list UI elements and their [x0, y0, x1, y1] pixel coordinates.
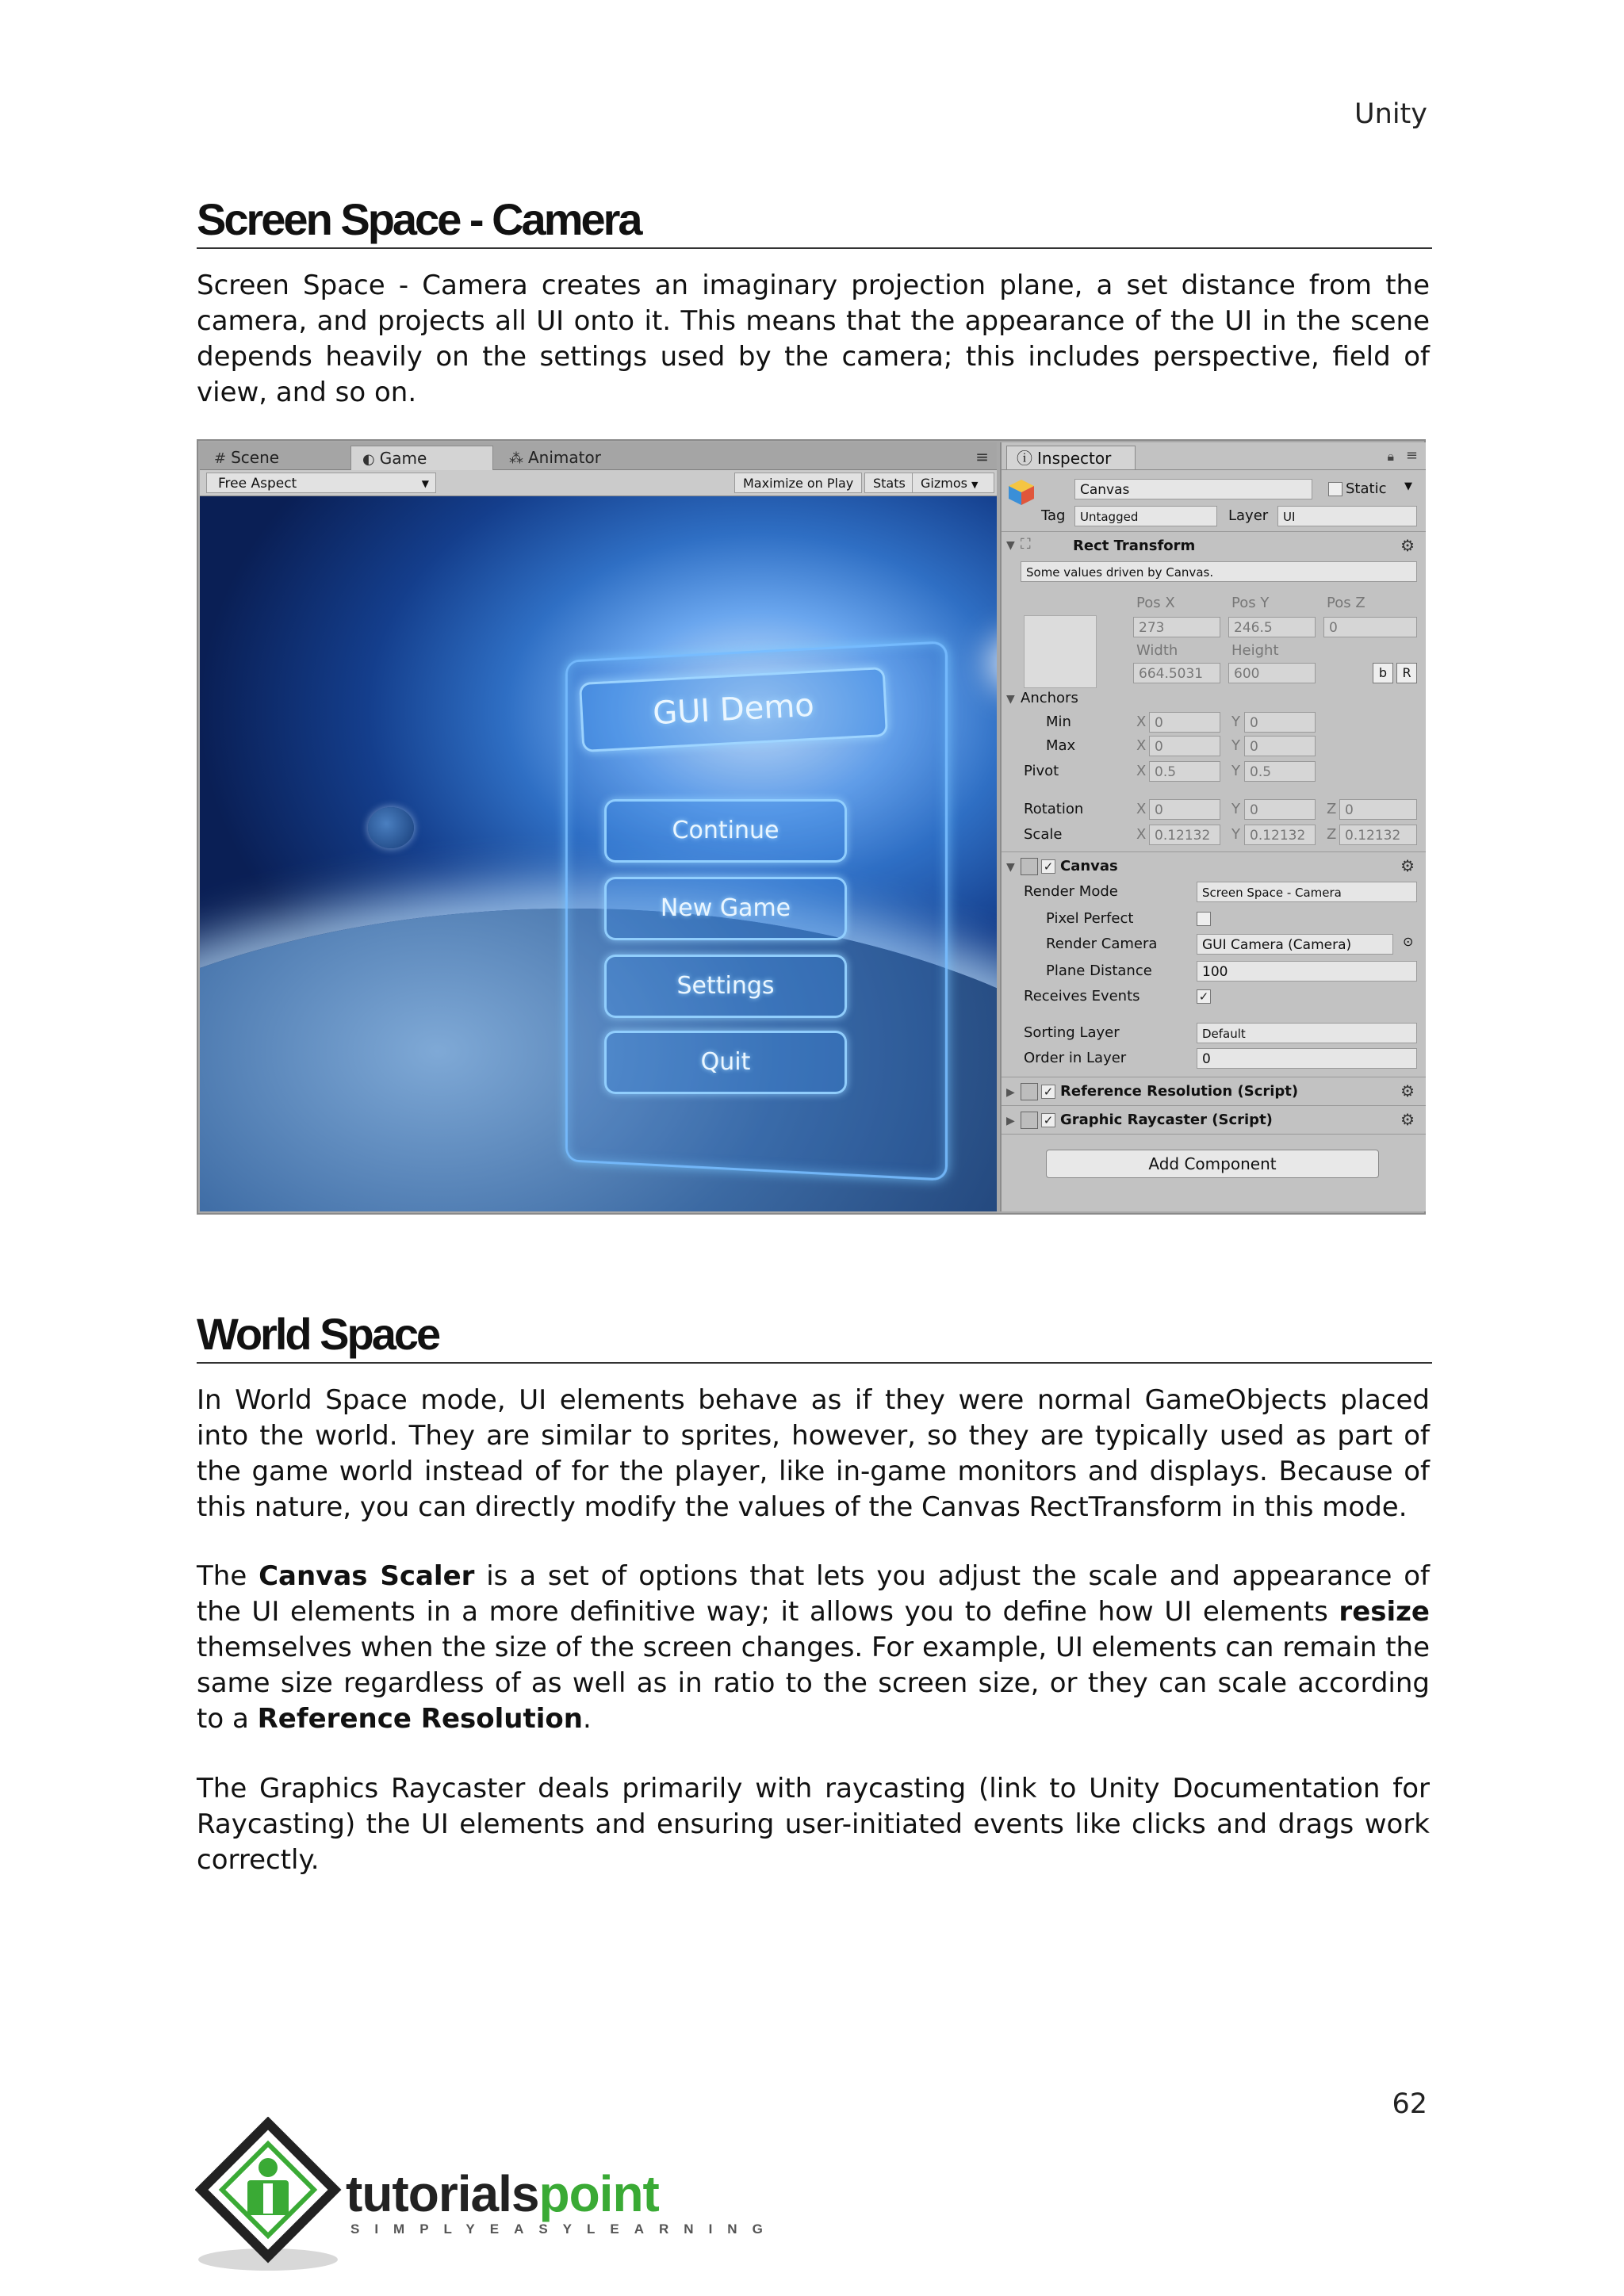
- foldout-arrow-icon[interactable]: ▶: [1006, 1086, 1015, 1099]
- quit-button[interactable]: Quit: [604, 1031, 847, 1094]
- gear-icon[interactable]: ⚙: [1400, 856, 1415, 875]
- reference-resolution-checkbox[interactable]: ✓: [1041, 1085, 1055, 1099]
- aspect-dropdown[interactable]: Free Aspect ▼: [206, 473, 436, 493]
- header-label: Unity: [1354, 98, 1427, 130]
- receives-events-checkbox[interactable]: ✓: [1197, 989, 1211, 1004]
- stats-button[interactable]: Stats: [864, 473, 914, 493]
- x-label: X: [1136, 826, 1147, 843]
- pos-y-field[interactable]: 246.5: [1228, 617, 1316, 637]
- add-component-button[interactable]: Add Component: [1046, 1150, 1379, 1178]
- y-label: Y: [1231, 737, 1240, 754]
- rotation-z-field[interactable]: 0: [1339, 799, 1417, 820]
- anchor-min-label: Min: [1046, 714, 1071, 730]
- lock-icon[interactable]: 🔒︎: [1387, 449, 1394, 464]
- height-field[interactable]: 600: [1228, 663, 1316, 683]
- pos-y-label: Pos Y: [1231, 595, 1270, 611]
- foldout-arrow-icon[interactable]: ▶: [1006, 1115, 1015, 1127]
- scale-z-field[interactable]: 0.12132: [1339, 825, 1417, 845]
- y-label: Y: [1231, 763, 1240, 779]
- tag-dropdown[interactable]: Untagged: [1074, 506, 1217, 526]
- settings-button[interactable]: Settings: [604, 955, 847, 1018]
- pixel-perfect-label: Pixel Perfect: [1046, 910, 1134, 927]
- layer-label: Layer: [1228, 507, 1269, 524]
- game-viewport[interactable]: [200, 496, 997, 1211]
- paragraph-graphics-raycaster: The Graphics Raycaster deals primarily with raycasting (link to Unity Documentation for Raycasting) the UI elements and ensuring user-initiated events like clicks and drags work correctly.: [197, 1773, 1430, 1876]
- gear-icon[interactable]: ⚙: [1400, 1081, 1415, 1100]
- width-label: Width: [1136, 642, 1178, 659]
- gear-icon[interactable]: ⚙: [1400, 1110, 1415, 1129]
- unity-editor-screenshot: [197, 439, 1426, 1215]
- width-field[interactable]: 664.5031: [1133, 663, 1220, 683]
- x-label: X: [1136, 737, 1147, 754]
- script-icon: [1021, 1083, 1038, 1100]
- static-checkbox[interactable]: [1328, 482, 1342, 496]
- new-game-button[interactable]: New Game: [604, 877, 847, 940]
- canvas-component-title: Canvas: [1060, 858, 1118, 874]
- render-camera-field[interactable]: GUI Camera (Camera): [1197, 934, 1393, 955]
- section-title-world-space: World Space: [197, 1310, 1432, 1364]
- anchor-max-y-field[interactable]: 0: [1244, 736, 1316, 756]
- anchor-presets-box[interactable]: [1024, 615, 1097, 688]
- page-number: 62: [1392, 2088, 1427, 2120]
- layer-dropdown[interactable]: UI: [1277, 506, 1417, 526]
- continue-button[interactable]: Continue: [604, 799, 847, 863]
- graphic-raycaster-title: Graphic Raycaster (Script): [1060, 1112, 1273, 1128]
- foldout-arrow-icon[interactable]: ▼: [1006, 861, 1015, 874]
- plane-distance-label: Plane Distance: [1046, 962, 1152, 979]
- y-label: Y: [1231, 826, 1240, 843]
- tab-bar: [200, 442, 997, 470]
- z-label: Z: [1327, 826, 1337, 843]
- logo-wordmark: tutorialspoint: [346, 2165, 659, 2222]
- tab-game[interactable]: ◐ Game: [350, 446, 493, 470]
- driven-values-note: Some values driven by Canvas.: [1021, 561, 1417, 582]
- x-label: X: [1136, 801, 1147, 817]
- gameobject-cube-icon: [1006, 477, 1036, 507]
- x-label: X: [1136, 714, 1147, 730]
- tab-inspector[interactable]: ⓘ Inspector: [1006, 446, 1136, 470]
- paragraph-world-space: In World Space mode, UI elements behave as if they were normal GameObjects placed into the world. They are similar to sprites, however, so they are typically used as part of the game world instead of for the player, like in-game monitors and displays. Because of this nature, you can directly modify the values of the Canvas RectTransform in this mode.: [197, 1384, 1430, 1523]
- chevron-down-icon[interactable]: ▼: [1404, 480, 1412, 492]
- scale-y-field[interactable]: 0.12132: [1244, 825, 1316, 845]
- object-name-field[interactable]: Canvas: [1074, 479, 1312, 499]
- graphic-raycaster-checkbox[interactable]: ✓: [1041, 1113, 1055, 1127]
- pivot-x-field[interactable]: 0.5: [1149, 761, 1220, 782]
- rotation-y-field[interactable]: 0: [1244, 799, 1316, 820]
- pos-z-field[interactable]: 0: [1323, 617, 1417, 637]
- canvas-component-icon: [1021, 858, 1038, 875]
- receives-events-label: Receives Events: [1024, 988, 1140, 1004]
- raw-edit-button[interactable]: R: [1396, 663, 1417, 683]
- anchor-min-y-field[interactable]: 0: [1244, 712, 1316, 733]
- render-camera-label: Render Camera: [1046, 936, 1158, 952]
- height-label: Height: [1231, 642, 1279, 659]
- x-label: X: [1136, 763, 1147, 779]
- pivot-y-field[interactable]: 0.5: [1244, 761, 1316, 782]
- tag-label: Tag: [1041, 507, 1066, 524]
- pos-x-label: Pos X: [1136, 595, 1175, 611]
- panel-menu-icon[interactable]: ≡: [1405, 447, 1418, 464]
- z-label: Z: [1327, 801, 1337, 817]
- pivot-label: Pivot: [1024, 763, 1059, 779]
- render-mode-label: Render Mode: [1024, 883, 1118, 900]
- logo-tagline: SIMPLYEASYLEARNING: [350, 2221, 778, 2237]
- section-title-screen-space-camera: Screen Space - Camera: [197, 195, 1432, 249]
- plane-distance-field[interactable]: 100: [1197, 961, 1417, 982]
- rect-transform-title: Rect Transform: [1073, 538, 1196, 554]
- chevron-down-icon: ▼: [971, 480, 979, 490]
- object-picker-icon[interactable]: ⊙: [1403, 934, 1414, 949]
- rotation-x-field[interactable]: 0: [1149, 799, 1220, 820]
- y-label: Y: [1231, 714, 1240, 730]
- rect-transform-icon: ⛶: [1021, 536, 1031, 553]
- pos-x-field[interactable]: 273: [1133, 617, 1220, 637]
- pixel-perfect-checkbox[interactable]: [1197, 912, 1211, 926]
- reference-resolution-title: Reference Resolution (Script): [1060, 1083, 1299, 1100]
- rotation-label: Rotation: [1024, 801, 1084, 817]
- tutorialspoint-logo: [195, 2117, 778, 2275]
- canvas-enabled-checkbox[interactable]: ✓: [1041, 859, 1055, 874]
- logo-diamond-icon: [195, 2117, 346, 2275]
- paragraph-screen-space-camera: Screen Space - Camera creates an imaginary projection plane, a set distance from the camera, and projects all UI onto it. This means that the appearance of the UI in the scene depends heavily on the settings used by the camera; this includes perspective, field of view, and so on.: [197, 270, 1430, 408]
- gear-icon[interactable]: ⚙: [1400, 536, 1415, 555]
- moon-image: [368, 807, 414, 848]
- game-toolbar: [200, 470, 997, 496]
- anchor-min-x-field[interactable]: 0: [1149, 712, 1220, 733]
- static-label: Static: [1346, 480, 1387, 497]
- y-label: Y: [1231, 801, 1240, 817]
- paragraph-canvas-scaler: The Canvas Scaler is a set of options that lets you adjust the scale and appearance of the UI elements in a more definitive way; it allows you to define how UI elements resize themselves when the size of the screen changes. For example, UI elements can remain the same size regardless of as well as in ratio to the screen size, or they can scale according to a Reference Resolution.: [197, 1560, 1431, 1735]
- blueprint-mode-button[interactable]: b: [1373, 663, 1393, 683]
- maximize-on-play-button[interactable]: Maximize on Play: [734, 473, 862, 493]
- inspector-panel: [1000, 442, 1426, 1211]
- grid-icon: #: [214, 450, 227, 467]
- anchor-max-label: Max: [1046, 737, 1076, 754]
- anchor-max-x-field[interactable]: 0: [1149, 736, 1220, 756]
- tab-animator[interactable]: ⁂ Animator: [509, 448, 601, 467]
- panel-menu-icon[interactable]: ≡: [975, 447, 989, 466]
- pacman-icon: ◐: [362, 451, 375, 468]
- script-icon: [1021, 1112, 1038, 1129]
- tab-scene[interactable]: # Scene: [214, 448, 280, 467]
- scale-x-field[interactable]: 0.12132: [1149, 825, 1220, 845]
- gui-demo-title: GUI Demo: [579, 667, 888, 752]
- render-mode-dropdown[interactable]: Screen Space - Camera: [1197, 882, 1417, 902]
- sorting-layer-label: Sorting Layer: [1024, 1024, 1120, 1041]
- scale-label: Scale: [1024, 826, 1063, 843]
- sorting-layer-dropdown[interactable]: Default: [1197, 1023, 1417, 1043]
- pos-z-label: Pos Z: [1327, 595, 1365, 611]
- order-in-layer-label: Order in Layer: [1024, 1050, 1127, 1066]
- gizmos-button[interactable]: Gizmos ▼: [912, 473, 994, 493]
- anchors-label: Anchors: [1021, 690, 1078, 706]
- order-in-layer-field[interactable]: 0: [1197, 1048, 1417, 1069]
- chevron-down-icon: ▼: [421, 478, 429, 489]
- foldout-arrow-icon[interactable]: ▼: [1006, 693, 1015, 706]
- foldout-arrow-icon[interactable]: ▼: [1006, 539, 1015, 552]
- info-icon: ⓘ: [1017, 449, 1032, 468]
- animator-icon: ⁂: [509, 450, 523, 467]
- game-panel: [200, 442, 997, 1211]
